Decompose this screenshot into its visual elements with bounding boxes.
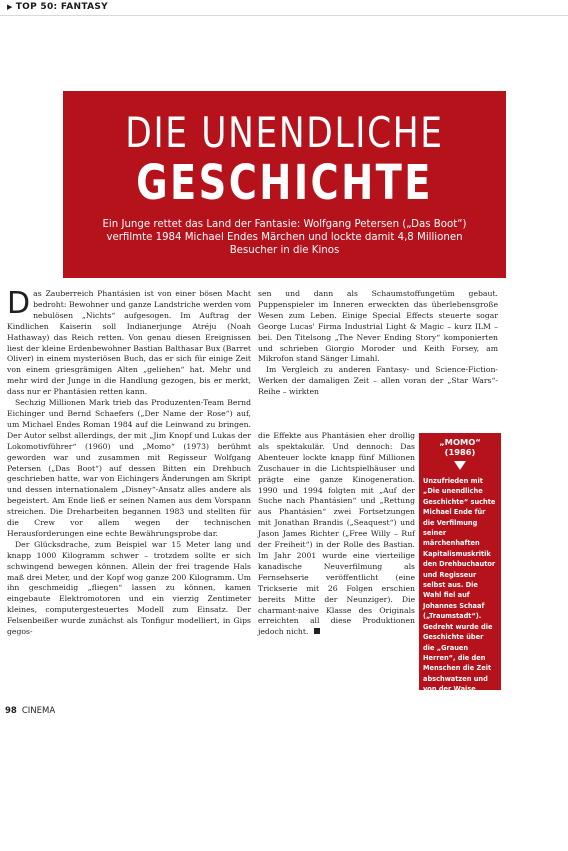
- article-title: [63, 109, 506, 209]
- page-number: 98: [5, 706, 17, 716]
- article-deck: Ein Junge rettet das Land der Fantasie: Wolfgang Petersen („Das Boot“) verfilmte 1984 Michael Endes Märchen und lockte damit 4,8 Millionen Besucher in die Kinos: [102, 219, 467, 256]
- paragraph-1-text: as Zauberreich Phantásien ist von einer bösen Macht bedroht: Bewohner und ganze Landstriche werden vom nebulösen „Nichts“ aufgesogen. Im Auftrag der Kindlichen Kaiserin soll Indianerjunge Atréju (Noah Hathaway) das Reich retten. Von genau diesen Ereignissen liest der kleine Erdenbewohner Bastian Balthasar Bux (Barret Oliver) in einem mysteriösen Buch, das er sich für einige Zeit von einem griesgrämigen Alten „geliehen“ hat. Mehr und mehr wird der Junge in die Handlung gezogen, bis er merkt, dass nur er Phantásien retten kann.: [7, 289, 251, 397]
- sidebar-title: „MOMO“ (1986): [439, 437, 481, 457]
- title-line-2: GESCHICHTE: [136, 155, 433, 211]
- paragraph-6-text: die Effekte aus Phantásien eher drollig als spektakulär. Und dennoch: Das Abenteuer lockte knapp fünf Millionen Zuschauer in die Lichtspielhäuser und prägte eine ganze Kinogeneration. 1990 und 1994 folgten mit „Auf der Suche nach Phantásien“ und „Rettung aus Phantásien“ zwei Fortsetzungen mit Jonathan Brandis („Seaquest“) und Jason James Richter („Free Willy – Ruf der Freiheit“) in der Rolle des Bastian. Im Jahr 2001 wurde eine vierteilige kanadische Neuverfilmung als Fernsehserie veröffentlicht (eine Trickserie mit 26 Folgen erschien bereits Mitte der Neunziger). Die charmant-naive Klasse des Originals erreichten all diese Produktionen jedoch nicht.: [258, 431, 415, 637]
- magazine-name: CINEMA: [21, 706, 56, 716]
- top-divider: [0, 15, 568, 16]
- paragraph-6: [258, 431, 415, 638]
- arrow-down-icon: [454, 461, 466, 470]
- paragraph-5: Im Vergleich zu anderen Fantasy- und Science-Fiction-Werken der damaligen Zeit – allen voran der „Star Wars“-Reihe – wirkten: [258, 365, 498, 397]
- page-footer: [5, 706, 55, 716]
- paragraph-2: Sechzig Millionen Mark trieb das Produzenten-Team Bernd Eichinger und Bernd Schaefers („Der Name der Rose“) auf, um Michael Endes Roman 1984 auf die Leinwand zu bringen. Der Autor selbst allerdings, der mit „Jim Knopf und Lukas der Lokomotivführer“ (1960) und „Momo“ (1973) berühmt geworden war und zusammen mit Regisseur Wolfgang Petersen („Das Boot“) auf dessen Bitten ein Drehbuch geschrieben hatte, war von Eichingers Änderungen am Skript und dessen internationalem „Disney“-Ansatz alles andere als begeistert. Am Ende ließ er seinen Namen aus dem Vorspann streichen. Die Dreharbeiten begannen 1983 und stellten für die Crew vor allem wegen der technischen Herausforderungen eine echte Bewährungsprobe dar.: [7, 398, 251, 538]
- paragraph-1: [7, 286, 251, 398]
- article-column-2: [258, 289, 498, 398]
- sidebar-text: Unzufrieden mit „Die unendliche Geschichte“ suchte Michael Ende für die Verfilmung seiner märchenhaften Kapitalismuskritik den Drehbuchautor und Regisseur selbst aus. Die Wahl fiel auf Johannes Schaaf („Traumstadt“). Gedreht wurde die Geschichte über die „Grauen Herren“, die den Menschen die Zeit abschwatzen und von der Waise Momo (Radost Bokel) in ihre Schranken verwiesen werden, für acht Millionen Mark in den römischen Studios von Cinecittà. Regisseur und Schauspieler John Huston („African Queen“) war hier als Meister Hora in einer seiner letzten Rollen zu sehen.: [423, 477, 496, 850]
- section-tag: [7, 2, 108, 12]
- paragraph-3: Der Glücksdrache, zum Beispiel war 15 Meter lang und knapp 1000 Kilogramm schwer – trotzdem sollte er sich schwingend bewegen können. Allein der frei tragende Hals maß drei Meter, und der Kopf wog ganze 200 Kilogramm. Um ihn geschmeidig „fliegen“ lassen zu können, kamen eingebaute Elektromotoren und ein vierzig Zentimeter kleines, computergesteuertes Modell zum Einsatz. Der Felsenbeißer wurde zunächst als Tonfigur modelliert, in Gips gegos-: [7, 539, 251, 637]
- triangle-right-icon: ▶: [7, 3, 13, 11]
- title-line-1: DIE UNENDLICHE: [125, 108, 444, 157]
- drop-cap: D: [7, 286, 31, 321]
- title-banner: [63, 91, 506, 278]
- article-column-1: [7, 286, 251, 638]
- end-mark-icon: [314, 628, 320, 634]
- sidebar-box: [419, 433, 501, 850]
- section-label: TOP 50: FANTASY: [15, 2, 108, 12]
- article-column-2-continued: [258, 431, 415, 638]
- paragraph-4: sen und dann als Schaumstoffungetüm gebaut. Puppenspieler im Inneren erweckten das überlebensgroße Wesen zum Leben. Einige Special Effects steuerte sogar George Lucas' Firma Industrial Light & Magic – kurz ILM – bei. Den Titelsong „The Never Ending Story“ komponierten und schrieben Giorgio Moroder und Keith Forsey, am Mikrofon stand Sänger Limahl.: [258, 289, 498, 364]
